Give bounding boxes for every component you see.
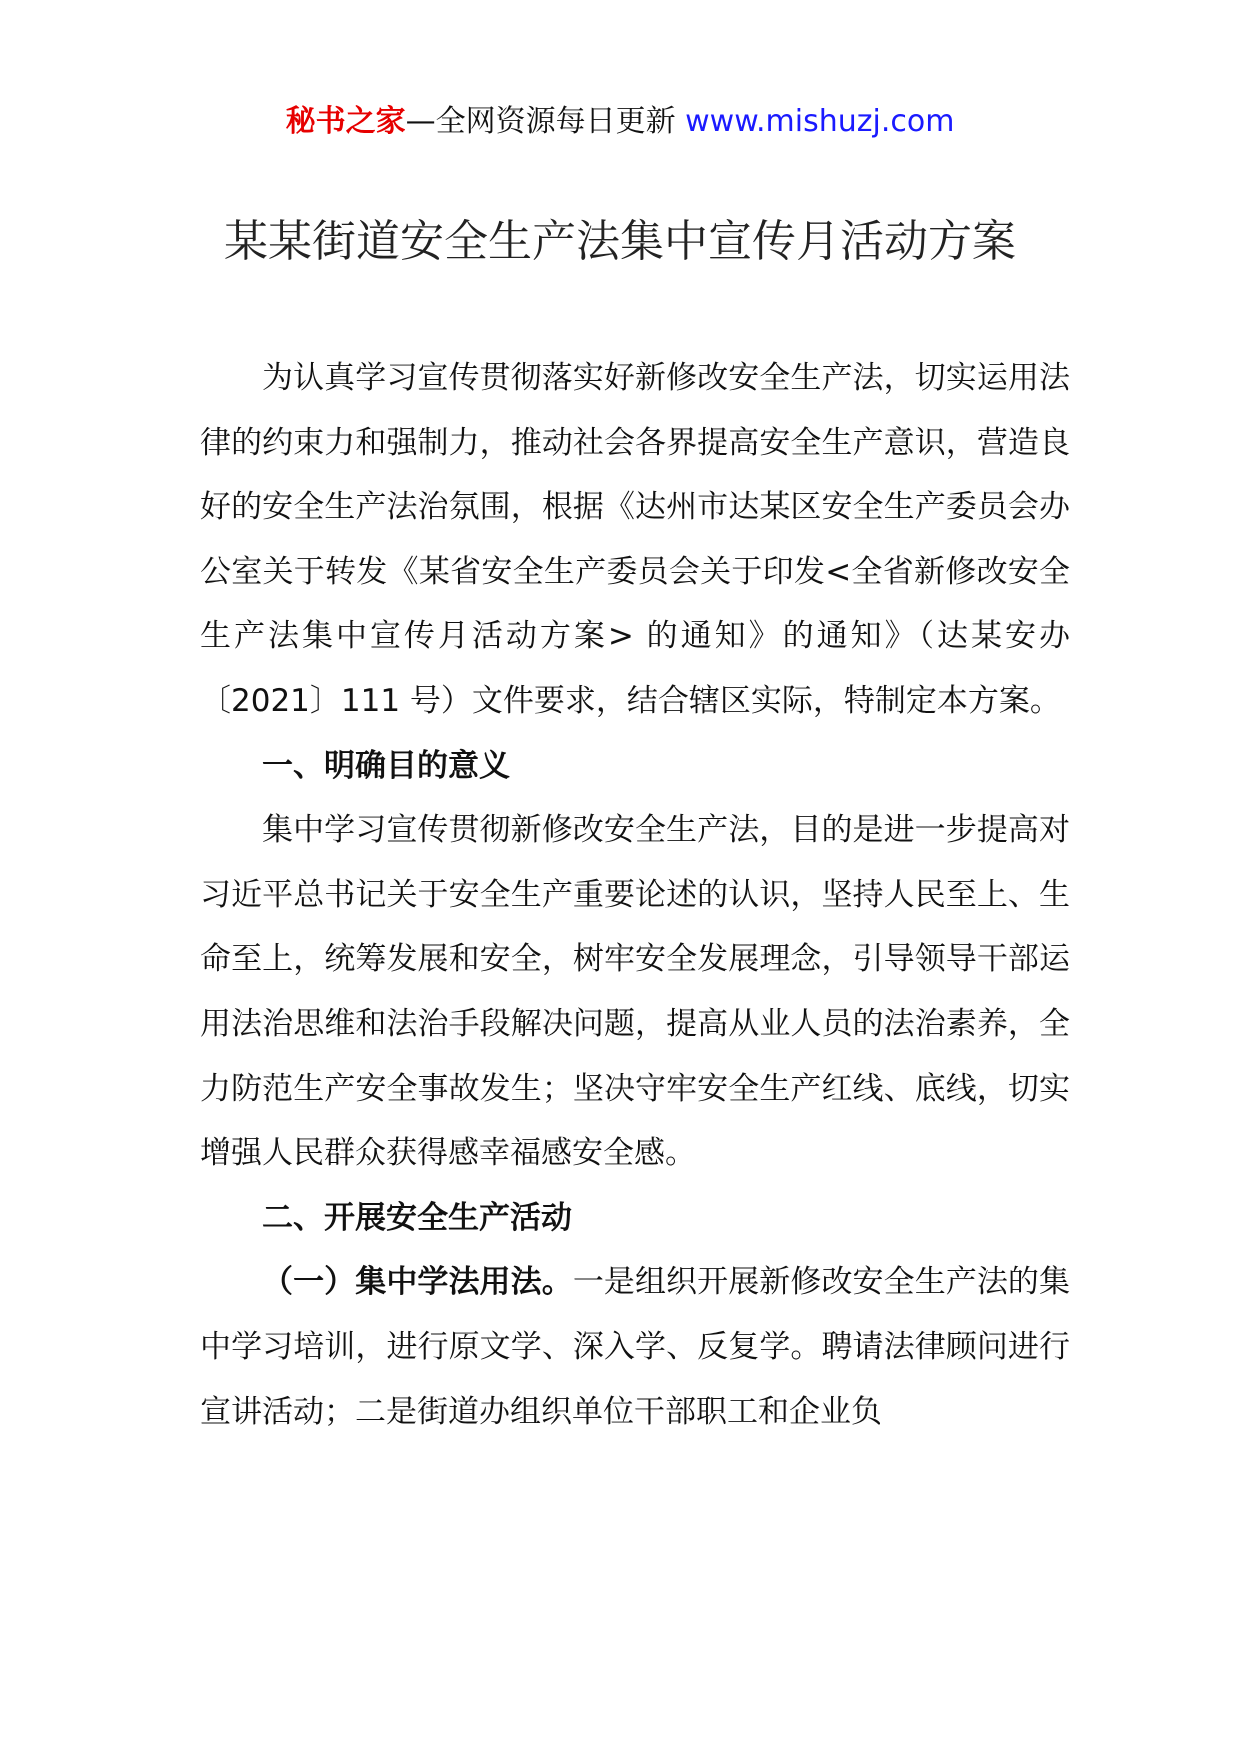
- section-paragraph-1: 集中学习宣传贯彻新修改安全生产法，目的是进一步提高对习近平总书记关于安全生产重要论述的认识，坚持人民至上、生命至上，统筹发展和安全，树牢安全发展理念，引导领导干部运用法治思维和法治手段解决问题，提高从业人员的法治素养，全力防范生产安全事故发生；坚决守牢安全生产红线、底线，切实增强人民群众获得感幸福感安全感。: [200, 812, 1070, 1172]
- section-heading-2: 二、开展安全生产活动: [262, 1199, 572, 1236]
- section-paragraph-2: [200, 1250, 1070, 1444]
- item-text-1: 一是组织开展新修改安全生产法的集中学习培训，进行原文学、深入学、反复学。聘请法律顾问进行宣讲活动；二是街道办组织单位干部职工和企业负: [200, 1264, 1071, 1430]
- brand-name: 秘书之家: [285, 104, 406, 139]
- document-body: [200, 346, 1070, 1444]
- section-heading-1: 一、明确目的意义: [262, 747, 510, 784]
- document-title: 某某街道安全生产法集中宣传月活动方案: [224, 216, 1016, 267]
- intro-paragraph: 为认真学习宣传贯彻落实好新修改安全生产法，切实运用法律的约束力和强制力，推动社会各界提高安全生产意识，营造良好的安全生产法治氛围，根据《达州市达某区安全生产委员会办公室关于转发《某省安全生产委员会关于印发<全省新修改安全生产法集中宣传月活动方案> 的通知》的通知》（达某安办〔2021〕111 号）文件要求，结合辖区实际，特制定本方案。: [200, 360, 1070, 719]
- site-header: [0, 100, 1240, 144]
- item-lead-1: （一）集中学法用法。: [262, 1264, 573, 1301]
- site-url-link[interactable]: www.mishuzj.com: [685, 104, 955, 139]
- header-tagline: —全网资源每日更新: [405, 104, 686, 139]
